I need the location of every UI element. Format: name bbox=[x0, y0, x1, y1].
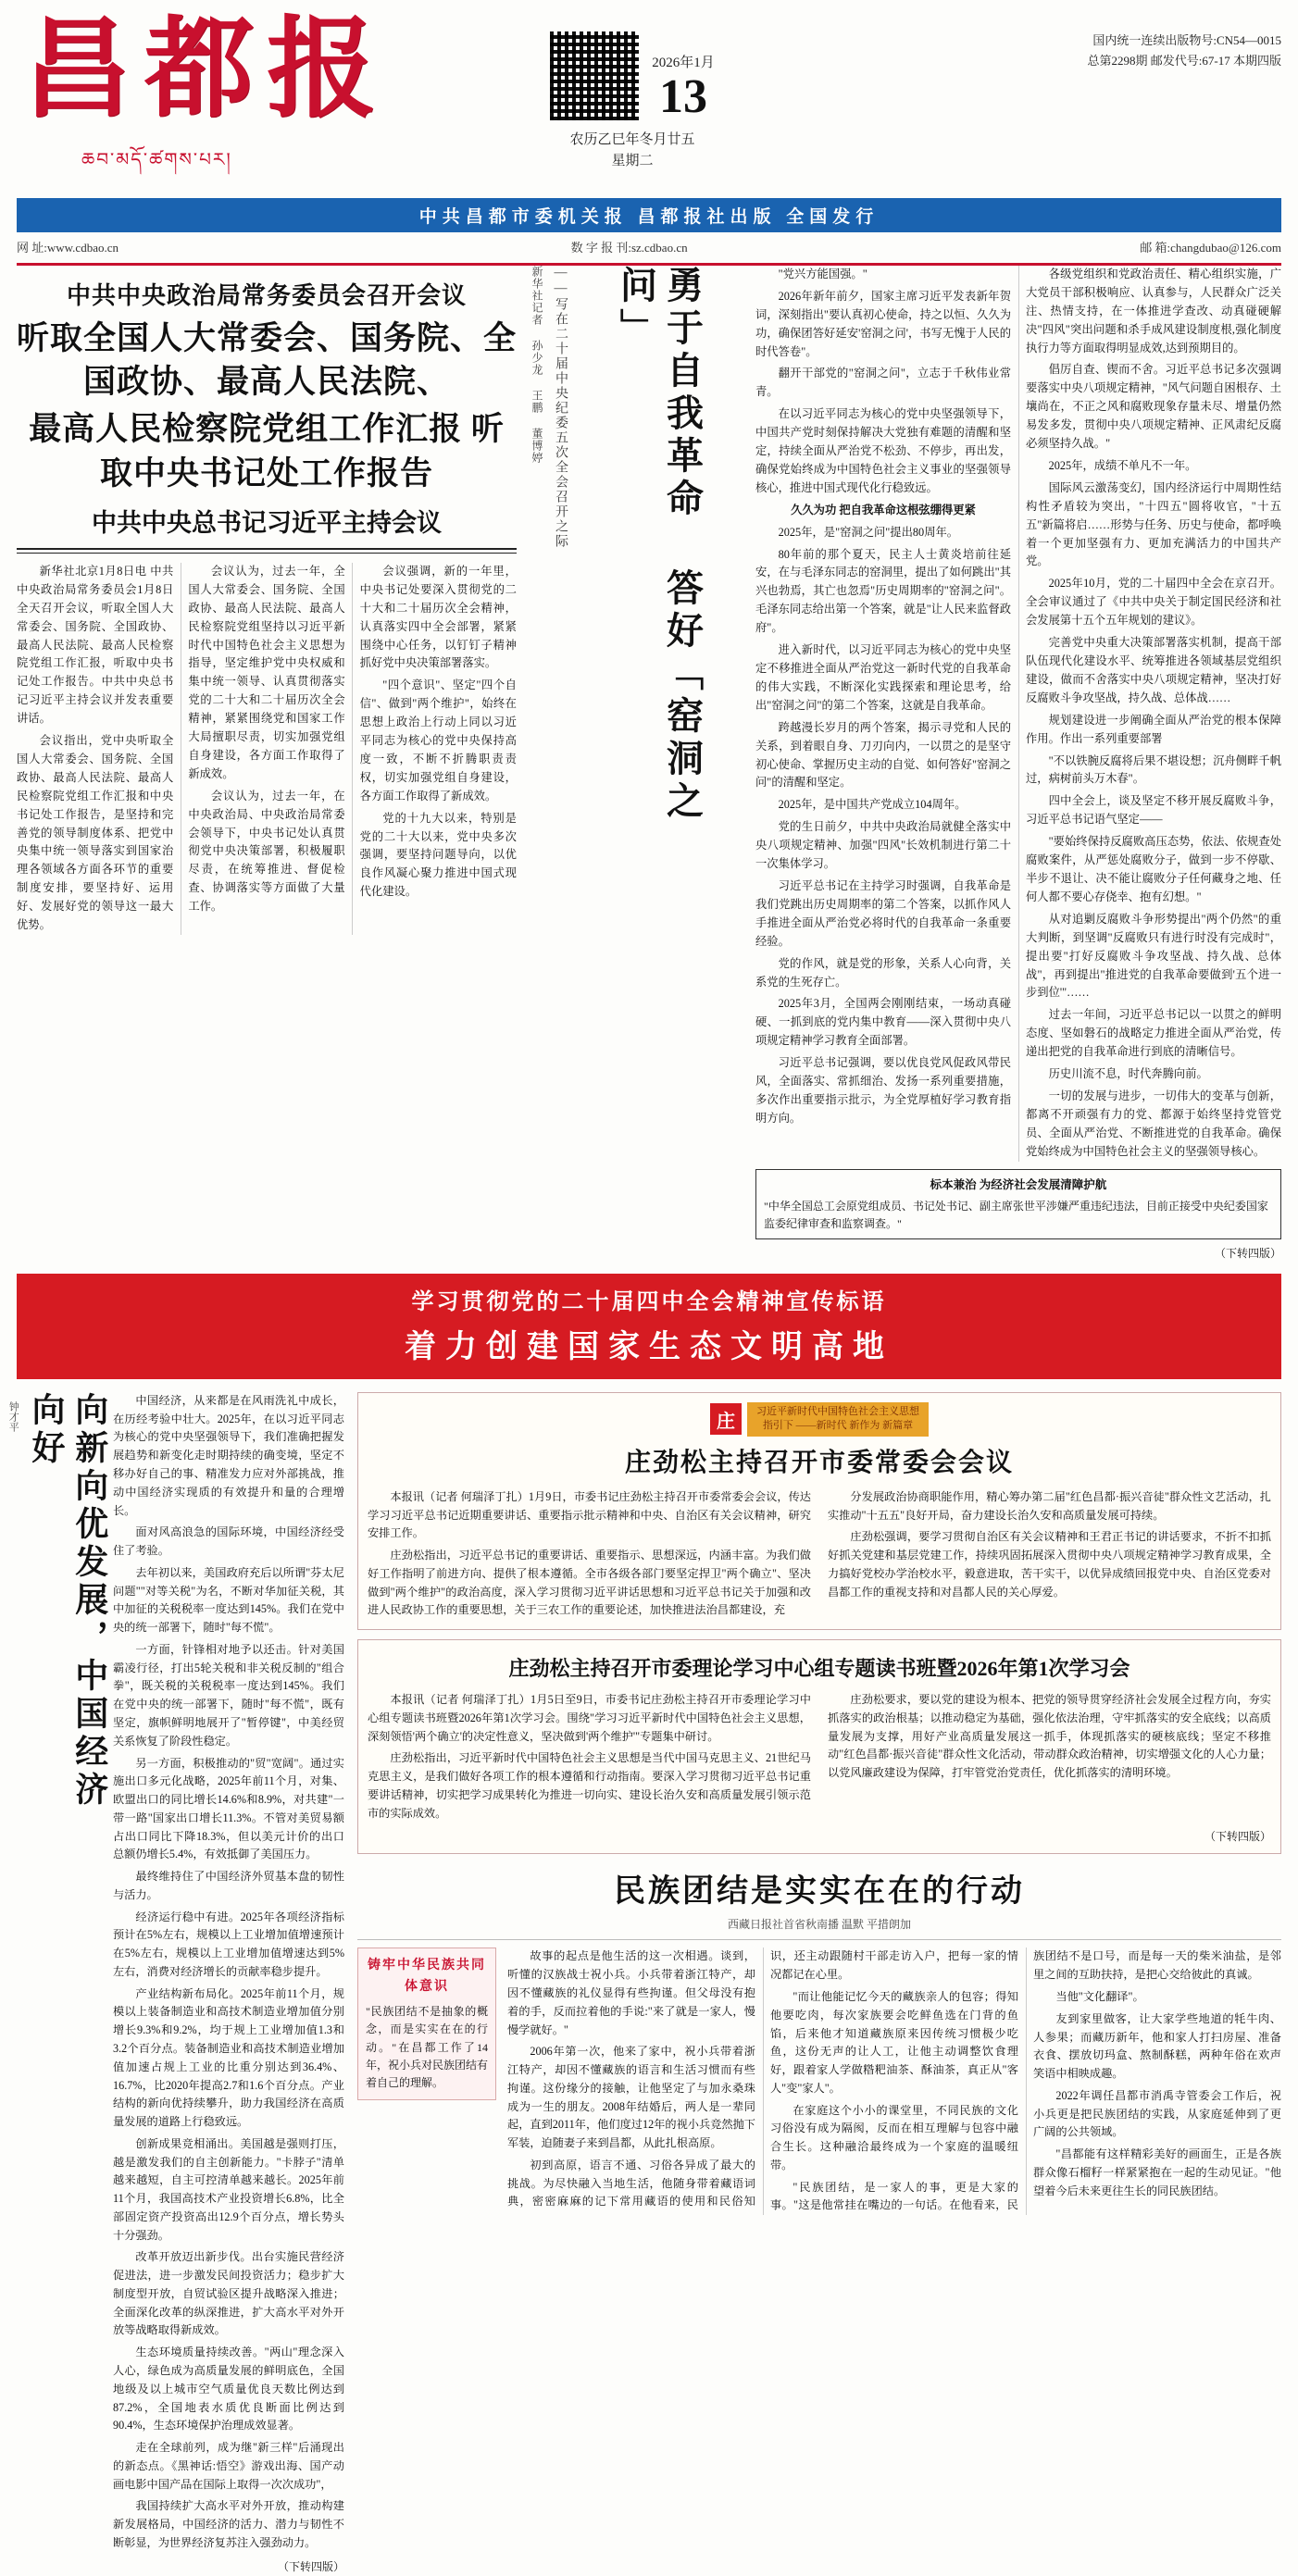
paragraph: 过去一年间，习近平总书记以一以贯之的鲜明态度、坚如磐石的战略定力推进全面从严治党，传递出把党的自我革命进行到底的清晰信号。 bbox=[1026, 1008, 1281, 1059]
paragraph: 党的生日前夕，中共中央政治局就健全落实中央八项规定精神、加强"四风"长效机制进行第二十一次集体学习。 bbox=[755, 820, 1011, 871]
lead-body bbox=[17, 563, 517, 935]
masthead bbox=[0, 0, 1298, 191]
continue-link[interactable]: （下转四版） bbox=[1204, 1830, 1271, 1844]
paragraph: 会议强调，新的一年里，中央书记处要深入贯彻党的二十大和二十届历次全会精神，认真落实四中全会部署，紧紧围绕中心任务，以钉钉子精神抓好党中央决策部署落实。 bbox=[359, 564, 517, 670]
lead-story bbox=[17, 266, 517, 1261]
paragraph: 中国经济，从来都是在风雨洗礼中成长，在历经考验中壮大。2025年，在以习近平同志为核心的党中央坚强领导下，我们准确把握发展趋势和新变化走时期持续的确变境，坚定不移办好自己的事、精准发力应对外部挑战，推动中国经济实现质的有效提升和量的合理增长。 bbox=[113, 1393, 344, 1517]
paragraph: 经济运行稳中有进。2025年各项经济指标预计在5%左右，规模以上工业增加值增速预计在5%左右，规模以上工业增加值增速达到5%左右，消费对经济增长的贡献率稳步提升。 bbox=[113, 1910, 344, 1978]
meeting-article-2 bbox=[357, 1639, 1281, 1854]
sidebar-note bbox=[755, 1169, 1281, 1239]
paragraph: 走在全球前列，成为继"新三样"后涌现出的新态点。《黑神话:悟空》游戏出海、国产动画电影中国产品在国际上取得一次次成功"， bbox=[113, 2441, 344, 2491]
paragraph: 创新成果竞相涌出。美国越是强则打压，越是激发我们的自主创新能力。"卡脖子"清单越来越短，自主可控清单越来越长。2025年前11个月，我国高技术产业投资增长6.8%，比全部固定资产投资高出12.9个百分点，增长势头十分强劲。 bbox=[113, 2136, 344, 2242]
paragraph: 庄劲松指出，习近平新时代中国特色社会主义思想是当代中国马克思主义、21世纪马克思主义，是我们做好各项工作的根本遵循和行动指南。要深入学习贯彻习近平总书记重要讲话精神，切实把学习成果转化为推进一切向实、建设长治久安和高质量发展引领示范市的实际成效。 bbox=[368, 1751, 811, 1820]
paragraph: 另一方面，积极推动的"贸"宽阔"。通过实施出口多元化战略，2025年前11个月，对集、欧盟出口的同比增长14.6%和8.9%，对共建"一带一路"国家出口增长11.3%。不管对美贸易额占出口同比下降18.3%，但以美元计价的出口总额仍增长5.4%，有效抵御了美国压力。 bbox=[113, 1756, 344, 1861]
feature-subhead: ——写在二十届中央纪委五次全会召开之际 bbox=[554, 265, 568, 549]
paragraph: 历史川流不息，时代奔腾向前。 bbox=[1048, 1067, 1208, 1081]
paragraph: "而让他能记忆今天的藏族亲人的包容；得知他要吃肉，每次家族要会吃鲜鱼选在门背的鱼馅，后来他才知道藏族原来因传统习惯极少吃鱼，这份无声的让人工，让他主动调整饮食理好，跟着家人学做糌粑油茶、酥油茶，真正从"客人"变"家人"。 bbox=[770, 1989, 1018, 2095]
date-weekday: 星期二 bbox=[611, 154, 654, 168]
paragraph: 生态环境质量持续改善。"两山"理念深入人心，绿色成为高质量发展的鲜明底色，全国地级及以上城市空气质量优良天数比例达到87.2%，全国地表水质优良断面比例达到90.4%，生态环境保护治理成效显著。 bbox=[113, 2346, 344, 2433]
paragraph: 在以习近平同志为核心的党中央坚强领导下，中国共产党时刻保持解决大党独有难题的清醒和坚定，持续全面从严治党不松劲、不停步，再出发，确保党始终成为中国特色社会主义事业的坚强领导核心，推进中国式现代化行稳致远。 bbox=[755, 407, 1011, 494]
paragraph: 2022年调任昌都市消禹寺管委会工作后，祝小兵更是把民族团结的实践，从家庭延伸到了更广阔的公共领域。 bbox=[1033, 2088, 1281, 2139]
paragraph: 当他"文化翻译"。 bbox=[1055, 1989, 1144, 2003]
paragraph: 党的十九大以来，特别是党的二十大以来，党中央多次强调，要坚持问题导向，以优良作风凝心聚力推进中国式现代化建设。 bbox=[359, 811, 517, 899]
paragraph: 改革开放迈出新步伐。出台实施民营经济促进法，进一步激发民间投资活力；稳步扩大制度型开放，自贸试验区提升战略深入推进；全面深化改革的纵深推进，扩大高水平对外开放等战略取得新成效。 bbox=[113, 2250, 344, 2337]
paragraph: 从对追剿反腐败斗争形势提出"两个仍然"的重大判断，到坚调"反腐败只有进行时没有完成时"，提出要"打好反腐败斗争攻坚战、持久战、总体战"，再到提出"推进党的自我革命要做到'五个进一步到位'"…… bbox=[1026, 912, 1281, 1000]
divider bbox=[17, 548, 517, 554]
meeting-article-1 bbox=[357, 1392, 1281, 1630]
digital-edition[interactable]: 数 字 报 刊:sz.cdbao.cn bbox=[570, 240, 688, 255]
slogan-line-1: 学习贯彻党的二十届四中全会精神宣传标语 bbox=[411, 1289, 887, 1314]
paragraph: 庄劲松要求，要以党的建设为根本、把党的领导贯穿经济社会发展全过程方向，夯实抓落实的政治根基；以推动稳定为基础，强化依法治理，守牢抓落实的安全底线；以高质量发展为支撑，用好产业高质量发展这一抓手，体现抓落实的硬核底线；坚定不移推动"红色昌都·振兴音徒"群众性文化活动，带动群众政治精神，切实增强文化的人心力量；以党风廉政建设为保障，打牢管党治党责任，优化抓落实的清明环境。 bbox=[828, 1693, 1271, 1780]
badge-char: 庄 bbox=[710, 1403, 742, 1435]
paragraph: 我国持续扩大高水平对外开放，推动构建新发展格局，中国经济的活力、潜力与韧性不断彰显，为世界经济复苏注入强劲动力。 bbox=[113, 2499, 344, 2549]
lead-subhead: 中共中央总书记习近平主持会议 bbox=[92, 508, 442, 537]
masthead-issue-info bbox=[748, 9, 1281, 191]
paragraph: 四中全会上，谈及坚定不移开展反腐败斗争，习近平总书记语气坚定—— bbox=[1026, 794, 1281, 827]
meeting-headline-1: 庄劲松主持召开市委常委会会议 bbox=[624, 1448, 1014, 1477]
paragraph: 在家庭这个小小的课堂里，不同民族的文化习俗没有成为隔阂，反而在相互理解与包容中融合生长。这种融洽最终成为一个家庭的温暖纽带。 bbox=[770, 2103, 1018, 2172]
unity-headline: 民族团结是实实在在的行动 bbox=[614, 1874, 1025, 1910]
lower-section bbox=[0, 1379, 1298, 2576]
paragraph: 各级党组织和党政治责任、精心组织实施，广大党员干部积极响应、认真参与，人民群众广泛关注、热情支持，在一体推进学查改、动真碰硬解决"四风"突出问题和杀手成风建设制度根,强化制度执行力等方面取得明显成效,达到预期目的。 bbox=[1026, 267, 1281, 355]
economy-headline-block bbox=[7, 1391, 108, 2576]
note-text: "中华全国总工会原党组成员、书记处书记、副主席张世平涉嫌严重违纪违法，目前正接受中央纪委国家监委纪律审查和监察调查。" bbox=[764, 1199, 1268, 1230]
paragraph: 2025年10月，党的二十届四中全会在京召开。全会审议通过了《中共中央关于制定国民经济和社会发展第十五个五年规划的建议》。 bbox=[1026, 577, 1281, 628]
date-gregorian: 2026年1月 bbox=[652, 56, 715, 70]
date-block bbox=[652, 31, 715, 127]
paragraph: 故事的起点是他生活的这一次相遇。谈到，听懂的汉族战士祝小兵。小兵带着浙江特产，却因不懂藏族的礼仪显得有些拘谨。但父母没有抱着的手，反而拉着他的手说:"来了就是一家人，慢慢学就好。" bbox=[507, 1949, 755, 2036]
newspaper-title: 昌都报 bbox=[22, 9, 390, 131]
paragraph: 2025年，成绩不单凡不一年。 bbox=[1048, 458, 1197, 472]
paragraph: 2025年，是"窑洞之问"提出80周年。 bbox=[778, 525, 959, 539]
badge-line-2: 指引下 ——新时代 新作为 新篇章 bbox=[762, 1420, 914, 1432]
note-title: 标本兼治 为经济社会发展清障护航 bbox=[930, 1177, 1107, 1191]
divider bbox=[357, 1939, 1281, 1940]
masthead-brand bbox=[17, 9, 517, 191]
date-lunar: 农历乙巳年冬月廿五 bbox=[569, 132, 695, 147]
feature-body-area bbox=[755, 266, 1281, 1261]
issue-serial: 国内统一连续出版物号:CN54—0015 bbox=[1092, 33, 1281, 47]
continue-link[interactable]: （下转四版） bbox=[1214, 1246, 1281, 1260]
feature-columns bbox=[755, 266, 1281, 1162]
paragraph: 2025年3月，全国两会刚刚结束，一场动真碰硬、一抓到底的党内集中教育——深入贯彻中央八项规定精神学习教育全面部署。 bbox=[755, 997, 1011, 1048]
unity-sidebar-text: "民族团结不是抽象的概念，而是实实在在的行动。"在昌都工作了14年，祝小兵对民族团结有着自己的理解。 bbox=[366, 2005, 489, 2089]
paragraph: 规划建设进一步阐确全面从严治党的根本保障作用。作出一系列重要部署 bbox=[1026, 713, 1281, 745]
top-section bbox=[0, 266, 1298, 1261]
subheading: 久久为功 把自我革命这根弦绷得更紧 bbox=[791, 503, 976, 516]
paragraph: 新华社北京1月8日电 中共中央政治局常务委员会1月8日全天召开会议，听取全国人大常委会、国务院、全国政协、最高人民法院、最高人民检察院党组工作汇报，听取中央书记处工作报告。中共中央总书记习近平主持会议并发表重要讲话。 bbox=[17, 564, 174, 726]
paragraph: 2025年，是中国共产党成立104周年。 bbox=[778, 798, 967, 812]
economy-headline: 向新向优发展，中国经济向好 bbox=[28, 1391, 108, 1810]
email[interactable]: 邮 箱:changdubao@126.com bbox=[1140, 240, 1281, 255]
paragraph: 国际风云激荡变幻，国内经济运行中周期性结构性矛盾较为突出，"十四五"圆将收官，"十五五"新篇将启……形势与任务、历史与使命，都呼唤着一个更加坚强有力、更加充满活力的中国共产党。 bbox=[1026, 480, 1281, 568]
paragraph: 庄劲松指出，习近平总书记的重要讲话、重要指示、思想深远，内涵丰富。为我们做好工作指明了前进方向、提供了根本遵循。全市各级各部门要坚定捍卫"两个确立"、坚决做到"两个维护"的政治高度，深入学习贯彻习近平讲话思想和习近平总书记关于加强和改进人民政协工作的重要思想，关于三农工作的重要论述，加快推进法治昌都建设，充 bbox=[368, 1549, 811, 1617]
vertical-feature bbox=[530, 266, 743, 1261]
continue-link[interactable]: （下转四版） bbox=[277, 2559, 344, 2573]
qr-code-icon[interactable] bbox=[550, 31, 639, 120]
paragraph: 去年初以来，美国政府充后以所谓"芬太尼问题""对等关税"为名，不断对华加征关税，其中加征的关税税率一度达到145%。我们在党中央的统一部署下，随时"每不慌"。 bbox=[113, 1565, 344, 1635]
paragraph: 庄劲松强调，要学习贯彻自治区有关会议精神和王君正书记的讲话要求，不折不扣抓好抓关党建和基层党建工作，持续巩固拓展深入贯彻中央八项规定精神学习教育成果，全力搞好党校办学治校水平，毅意进取，苦干实干，以优异成绩回报党中央、自治区党委对昌都工作的重视支持和对昌都人民的关心厚爱。 bbox=[828, 1530, 1271, 1599]
paragraph: 习近平总书记强调，要以优良党风促政风带民风，全面落实、常抓细治、发扬一系列重要措施，多次作出重要指示批示，为全党厚植好学习教育指明方向。 bbox=[755, 1056, 1011, 1125]
paragraph: 2026年新年前夕，国家主席习近平发表新年贺词，深刻指出"要认真初心使命，持之以恒、久久为功，确保团答好延安'窑洞之问'，书写无愧于人民的时代答卷"。 bbox=[755, 289, 1011, 358]
lead-kicker: 中共中央政治局常务委员会召开会议 bbox=[66, 281, 467, 309]
contact-line bbox=[17, 238, 1281, 255]
unity-byline: 西藏日报社首省秋南播 温默 平措朗加 bbox=[727, 1918, 911, 1932]
paragraph: 友到家里做客，让大家学些地道的牦牛肉、人参果；而藏历新年，他和家人打扫房屋、准备衣食、摆放切玛盒、熬制酥糕，两种年俗在欢声笑语中相映成趣。 bbox=[1033, 2011, 1281, 2081]
paragraph: 习近平总书记在主持学习时强调，自我革命是我们党跳出历史周期率的第二个答案，以抓作风人手推进全面从严治党必将时代的自我革命一条重要经验。 bbox=[755, 878, 1011, 948]
paragraph: 80年前的那个夏天，民主人士黄炎培前往延安，在与毛泽东同志的窑洞里，提出了如何跳出"其兴也勃焉，其亡也忽焉"历史周期率的"窑洞之问"。毛泽东同志给出第一个答案，就是"让人民来监督政府"。 bbox=[755, 547, 1011, 635]
paragraph: 倡厉自查、锲而不舍。习近平总书记多次强调要落实中央八项规定精神，"风气问题自困根存、土壤尚在，不正之风和腐败现象存量未尽、增量仍然易发多发，贯彻中央八项规定精神、正风肃纪反腐必须坚持久战。" bbox=[1026, 363, 1281, 451]
paragraph: 会议指出，党中央听取全国人大常委会、国务院、全国政协、最高人民法院、最高人民检察院党组工作汇报和中央书记处工作报告，是坚持和完善党的领导制度体系、把党中央集中统一领导落实到国家治理各领域各方面各环节的重要制度安排，要坚持好、运用好、发展好党的领导这一最大优势。 bbox=[17, 734, 174, 932]
paragraph: 进入新时代，以习近平同志为核心的党中央坚定不移推进全面从严治党这一新时代党的自我革命的伟大实践，不断深化实践探索和理论思考，给出"窑洞之问"的第二个答案，这就是自我革命。 bbox=[755, 643, 1011, 712]
unity-sidebar-title: 铸牢中华民族共同体意识 bbox=[368, 1959, 486, 1994]
paragraph: 会议认为，过去一年，全国人大常委会、国务院、全国政协、最高人民法院、最高人民检察院党组坚持以习近平新时代中国特色社会主义思想为指导，坚定维护党中央权威和集中统一领导、认真贯彻落实党的二十大和二十届历次全会精神，紧紧围绕党和国家工作大局擅职尽责，切实加强党组自身建设，各方面工作取得了新成效。 bbox=[188, 564, 345, 780]
paragraph: 产业结构新布局化。2025年前11个月，规模以上装备制造业和高技术制造业增加值分别增长9.3%和9.2%，均于规上工业增加值1.3和3.2个百分点。装备制造业和高技术制造业增加值加速占规上工业的比重分别达到36.4%、16.7%，比2020年提高2.7和1.6个百分点。产业结构的新向优持续攀升，助力我国经济在高质量发展的道路上行稳致远。 bbox=[113, 1986, 344, 2129]
paragraph: 党的作风，就是党的形象，关系人心向背，关系党的生死存亡。 bbox=[755, 956, 1011, 989]
economy-byline: 钟才平 bbox=[7, 1400, 19, 1432]
paragraph: 2006年第一次，他来了家中，祝小兵带着浙江特产，却因不懂藏族的语言和生活习惯而有些拘谨。这份缘分的接触，让他坚定了与加永桑珠成为一生的朋友。2008年结婚后，两人是一辈同起，直到2011年，他们度过12年的视小兵竞然抛下军装，迫随妻子来到昌都，从此扎根高原。 bbox=[507, 2045, 755, 2150]
feature-byline: 新华社记者 孙少龙 王鹏 董博婷 bbox=[530, 265, 543, 464]
paragraph: 跨越漫长岁月的两个答案，揭示寻党和人民的关系，到着眼自身、刀刃向内，一以贯之的是坚守初心使命、掌握历史主动的自觉、如何答好"窑洞之问"的清醒和坚定。 bbox=[755, 720, 1011, 790]
tibetan-title: ཆབ་མདོ་ཚགས་པར། bbox=[81, 147, 232, 170]
feature-headline: 勇于自我革命 答好「窑洞之问」 bbox=[615, 265, 704, 824]
paragraph: 面对风高浪急的国际环境，中国经济经受住了考验。 bbox=[113, 1525, 344, 1558]
badge-text bbox=[747, 1402, 929, 1437]
paragraph: "四个意识"、坚定"四个自信"、做到"两个维护"，始终在思想上政治上行动上同以习近平同志为核心的党中央保持高度一致，不断不折腾职责责权，切实加强党组自身建设，各方面工作取得了新成效。 bbox=[359, 678, 517, 803]
issue-number: 总第2298期 邮发代号:67-17 本期四版 bbox=[1087, 54, 1281, 68]
unity-sidebar bbox=[357, 1948, 496, 2100]
date-day: 13 bbox=[658, 70, 707, 123]
unity-body bbox=[507, 1948, 1281, 2215]
economy-body bbox=[113, 1392, 344, 2576]
paragraph: "要始终保持反腐败高压态势，依法、依规查处腐败案件，从严惩处腐败分子，做到一步不停歇、半步不退让、决不能让腐败分子任何藏身之地、任何人都不要心存侥幸、抱有幻想。" bbox=[1026, 835, 1281, 903]
paragraph: 本报讯（记者 何瑞泽丁扎）1月5日至9日，市委书记庄劲松主持召开市委理论学习中心组专题读书班暨2026年第1次学习会。围绕"学习习近平新时代中国特色社会主义思想，深刻领悟'两个确立'的决定性意义，坚决做到'两个维护'"专题集中研讨。 bbox=[368, 1693, 811, 1743]
lead-headline-2: 最高人民检察院党组工作汇报 听取中央书记处工作报告 bbox=[29, 411, 505, 492]
paragraph: 会议认为，过去一年，在中央政治局、中央政治局常委会领导下，中央书记处认真贯彻党中央决策部署，积极履职尽责，在统筹推进、督促检查、协调落实等方面做了大量工作。 bbox=[188, 789, 345, 914]
paragraph: 本报讯（记者 何瑞泽丁扎）1月9日，市委书记庄劲松主持召开市委常委会会议，传达学习习近平总书记近期重要讲话、重要指示批示精神和中央、自治区有关会议精神，研究安排工作。 bbox=[368, 1489, 811, 1540]
meeting-headline-2: 庄劲松主持召开市委理论学习中心组专题读书班暨2026年第1次学习会 bbox=[508, 1657, 1130, 1681]
paragraph: 一方面，针锋相对地予以还击。针对美国霸凌行径，打出5轮关税和非关税反制的"组合拳"，既关税的关税税率一度达到145%。我们在党中央的统一部署下，随时"每不慌"，既有坚定，旗帜鲜明地展开了"暂停键"，中美经贸关系恢复了阶段性稳定。 bbox=[113, 1642, 344, 1748]
paragraph: "党兴方能国强。" bbox=[778, 267, 867, 280]
paragraph: "民族团结，是一家人的事，更是大家的事。"这是他常挂在嘴边的一句话。在他看来，民族团结不是口号，而是每一天的柴米油盐，是邻里之间的互助扶持，是把心交给彼此的真诚。 bbox=[770, 1949, 1281, 2212]
paragraph: 分发展政治协商职能作用，精心筹办第二届"红色昌都·振兴音徒"群众性文艺活动，扎实推动"十五五"良好开局，奋力建设长治久安和高质量发展可持续。 bbox=[828, 1489, 1271, 1522]
publisher-bar: 中共昌都市委机关报 昌都报社出版 全国发行 bbox=[17, 198, 1281, 232]
slogan-line-2: 着力创建国家生态文明高地 bbox=[405, 1329, 893, 1364]
theme-badge bbox=[368, 1402, 1271, 1437]
lead-headline-1: 听取全国人大常委会、国务院、全国政协、最高人民法院、 bbox=[17, 319, 518, 401]
slogan-banner bbox=[17, 1274, 1281, 1379]
badge-line-1: 习近平新时代中国特色社会主义思想 bbox=[756, 1405, 919, 1417]
paragraph: 最终维持住了中国经济外贸基本盘的韧性与活力。 bbox=[113, 1870, 344, 1901]
masthead-qr-date bbox=[517, 9, 748, 191]
paragraph: "昌都能有这样精彩美好的画面生，正是各族群众像石榴籽一样紧紧抱在一起的生动见证。"他望着今后未来更往生长的同民族团结。 bbox=[1033, 2147, 1281, 2197]
meeting-stories bbox=[357, 1392, 1281, 2576]
meeting-body-1 bbox=[368, 1488, 1271, 1620]
meeting-body-2 bbox=[368, 1691, 1271, 1823]
paragraph: 翻开干部党的"窑洞之问"，立志于千秋伟业常青。 bbox=[755, 367, 1011, 399]
paragraph: 完善党中央重大决策部署落实机制，提高干部队伍现代化建设水平、统筹推进各领域基层党组织建设，做而不舍落实中央八项规定精神，坚决打好反腐败斗争攻坚战，持久战、总体战…… bbox=[1026, 636, 1281, 704]
paragraph: "不以铁腕反腐将后果不堪设想；沉舟侧畔千帆过，病树前头万木春"。 bbox=[1026, 753, 1281, 786]
paragraph: 初到高原，语言不通、习俗各异成了最大的挑战。为尽快融入当地生活，他随身带着藏语词典，密密麻麻的记下常用藏语的使用和民俗知识，还主动跟随村干部走访入户，把每一家的情况都记在心里。 bbox=[507, 1949, 1018, 2209]
paragraph: 一切的发展与进步，一切伟大的变革与创新，都离不开顽强有力的党、都源于始终坚持党管党员、全面从严治党、不断推进党的自我革命。确保党始终成为中国特色社会主义的坚强领导核心。 bbox=[1026, 1089, 1281, 1158]
website[interactable]: 网 址:www.cdbao.cn bbox=[17, 240, 119, 255]
